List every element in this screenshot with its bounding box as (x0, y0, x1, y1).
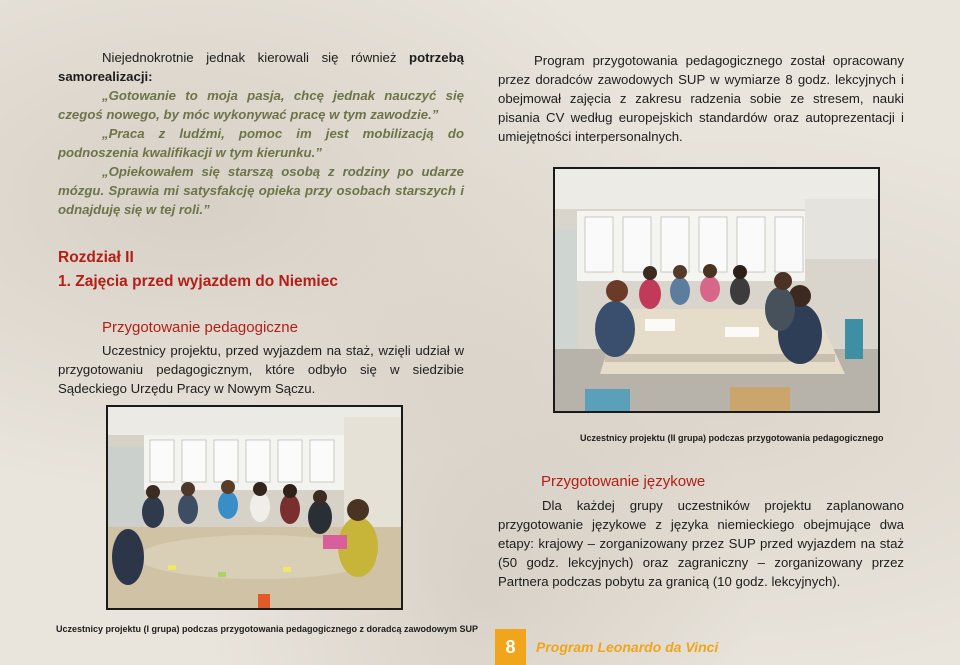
group1-photo-image (108, 407, 401, 608)
language-text: Dla każdej grupy uczestników projektu zaplanowano przygotowanie językowe z języka niemieckiego obejmujące dwa etapy: krajowy – zorganizowany przez SUP przed wyjazdem na staż (50 godz. lekcyjnych) oraz zagraniczny – zorganizowany przez Partnera podczas pobytu za granicą (10 godz. lekcyjnych). (498, 498, 904, 589)
chapter-label: Rozdział II (58, 249, 134, 266)
intro-block (58, 48, 464, 219)
group2-photo (553, 167, 880, 413)
quote-2: „Praca z ludźmi, pomoc im jest mobilizacją do podnoszenia kwalifikacji w tym kierunku.” (58, 126, 464, 160)
group2-caption: Uczestnicy projektu (II grupa) podczas przygotowania pedagogicznego (580, 433, 884, 443)
page-number: 8 (505, 636, 516, 657)
pedagogical-heading: Przygotowanie pedagogiczne (102, 319, 298, 336)
language-heading: Przygotowanie językowe (541, 473, 706, 490)
pedagogical-text: Uczestnicy projektu, przed wyjazdem na staż, wzięli udział w przygotowaniu pedagogicznym, które odbyło się w siedzibie Sądeckiego Urzędu Pracy w Nowym Sączu. (58, 343, 464, 396)
intro-lead-text: Niejednokrotnie jednak kierowali się również (102, 50, 410, 65)
intro-lead-bold: potrzebą samorealizacji: (58, 50, 464, 84)
group1-photo (106, 405, 403, 610)
program-text: Program przygotowania pedagogicznego został opracowany przez doradców zawodowych SUP w wymiarze 8 godz. lekcyjnych i obejmował zajęcia z zakresu radzenia sobie ze stresem, nauki pisania CV według europejskich standardów oraz autoprezentacji i umiejętności interpersonalnych. (498, 53, 904, 144)
group2-photo-image (555, 169, 878, 411)
group1-caption: Uczestnicy projektu (I grupa) podczas przygotowania pedagogicznego z doradcą zawodowym SUP (56, 624, 479, 634)
page-number-box (495, 629, 526, 665)
quote-1: „Gotowanie to moja pasja, chcę jednak nauczyć się czegoś nowego, by móc wykonywać pracę w tym zawodzie.” (58, 88, 464, 122)
quote-3: „Opiekowałem się starszą osobą z rodziny po udarze mózgu. Sprawia mi satysfakcję opieka przy osobach starszych i odnajduję się w tej roli.” (58, 164, 464, 217)
intro-lead (58, 48, 464, 86)
footer-program-name: Program Leonardo da Vinci (536, 639, 719, 655)
section-title: 1. Zajęcia przed wyjazdem do Niemiec (58, 273, 338, 290)
